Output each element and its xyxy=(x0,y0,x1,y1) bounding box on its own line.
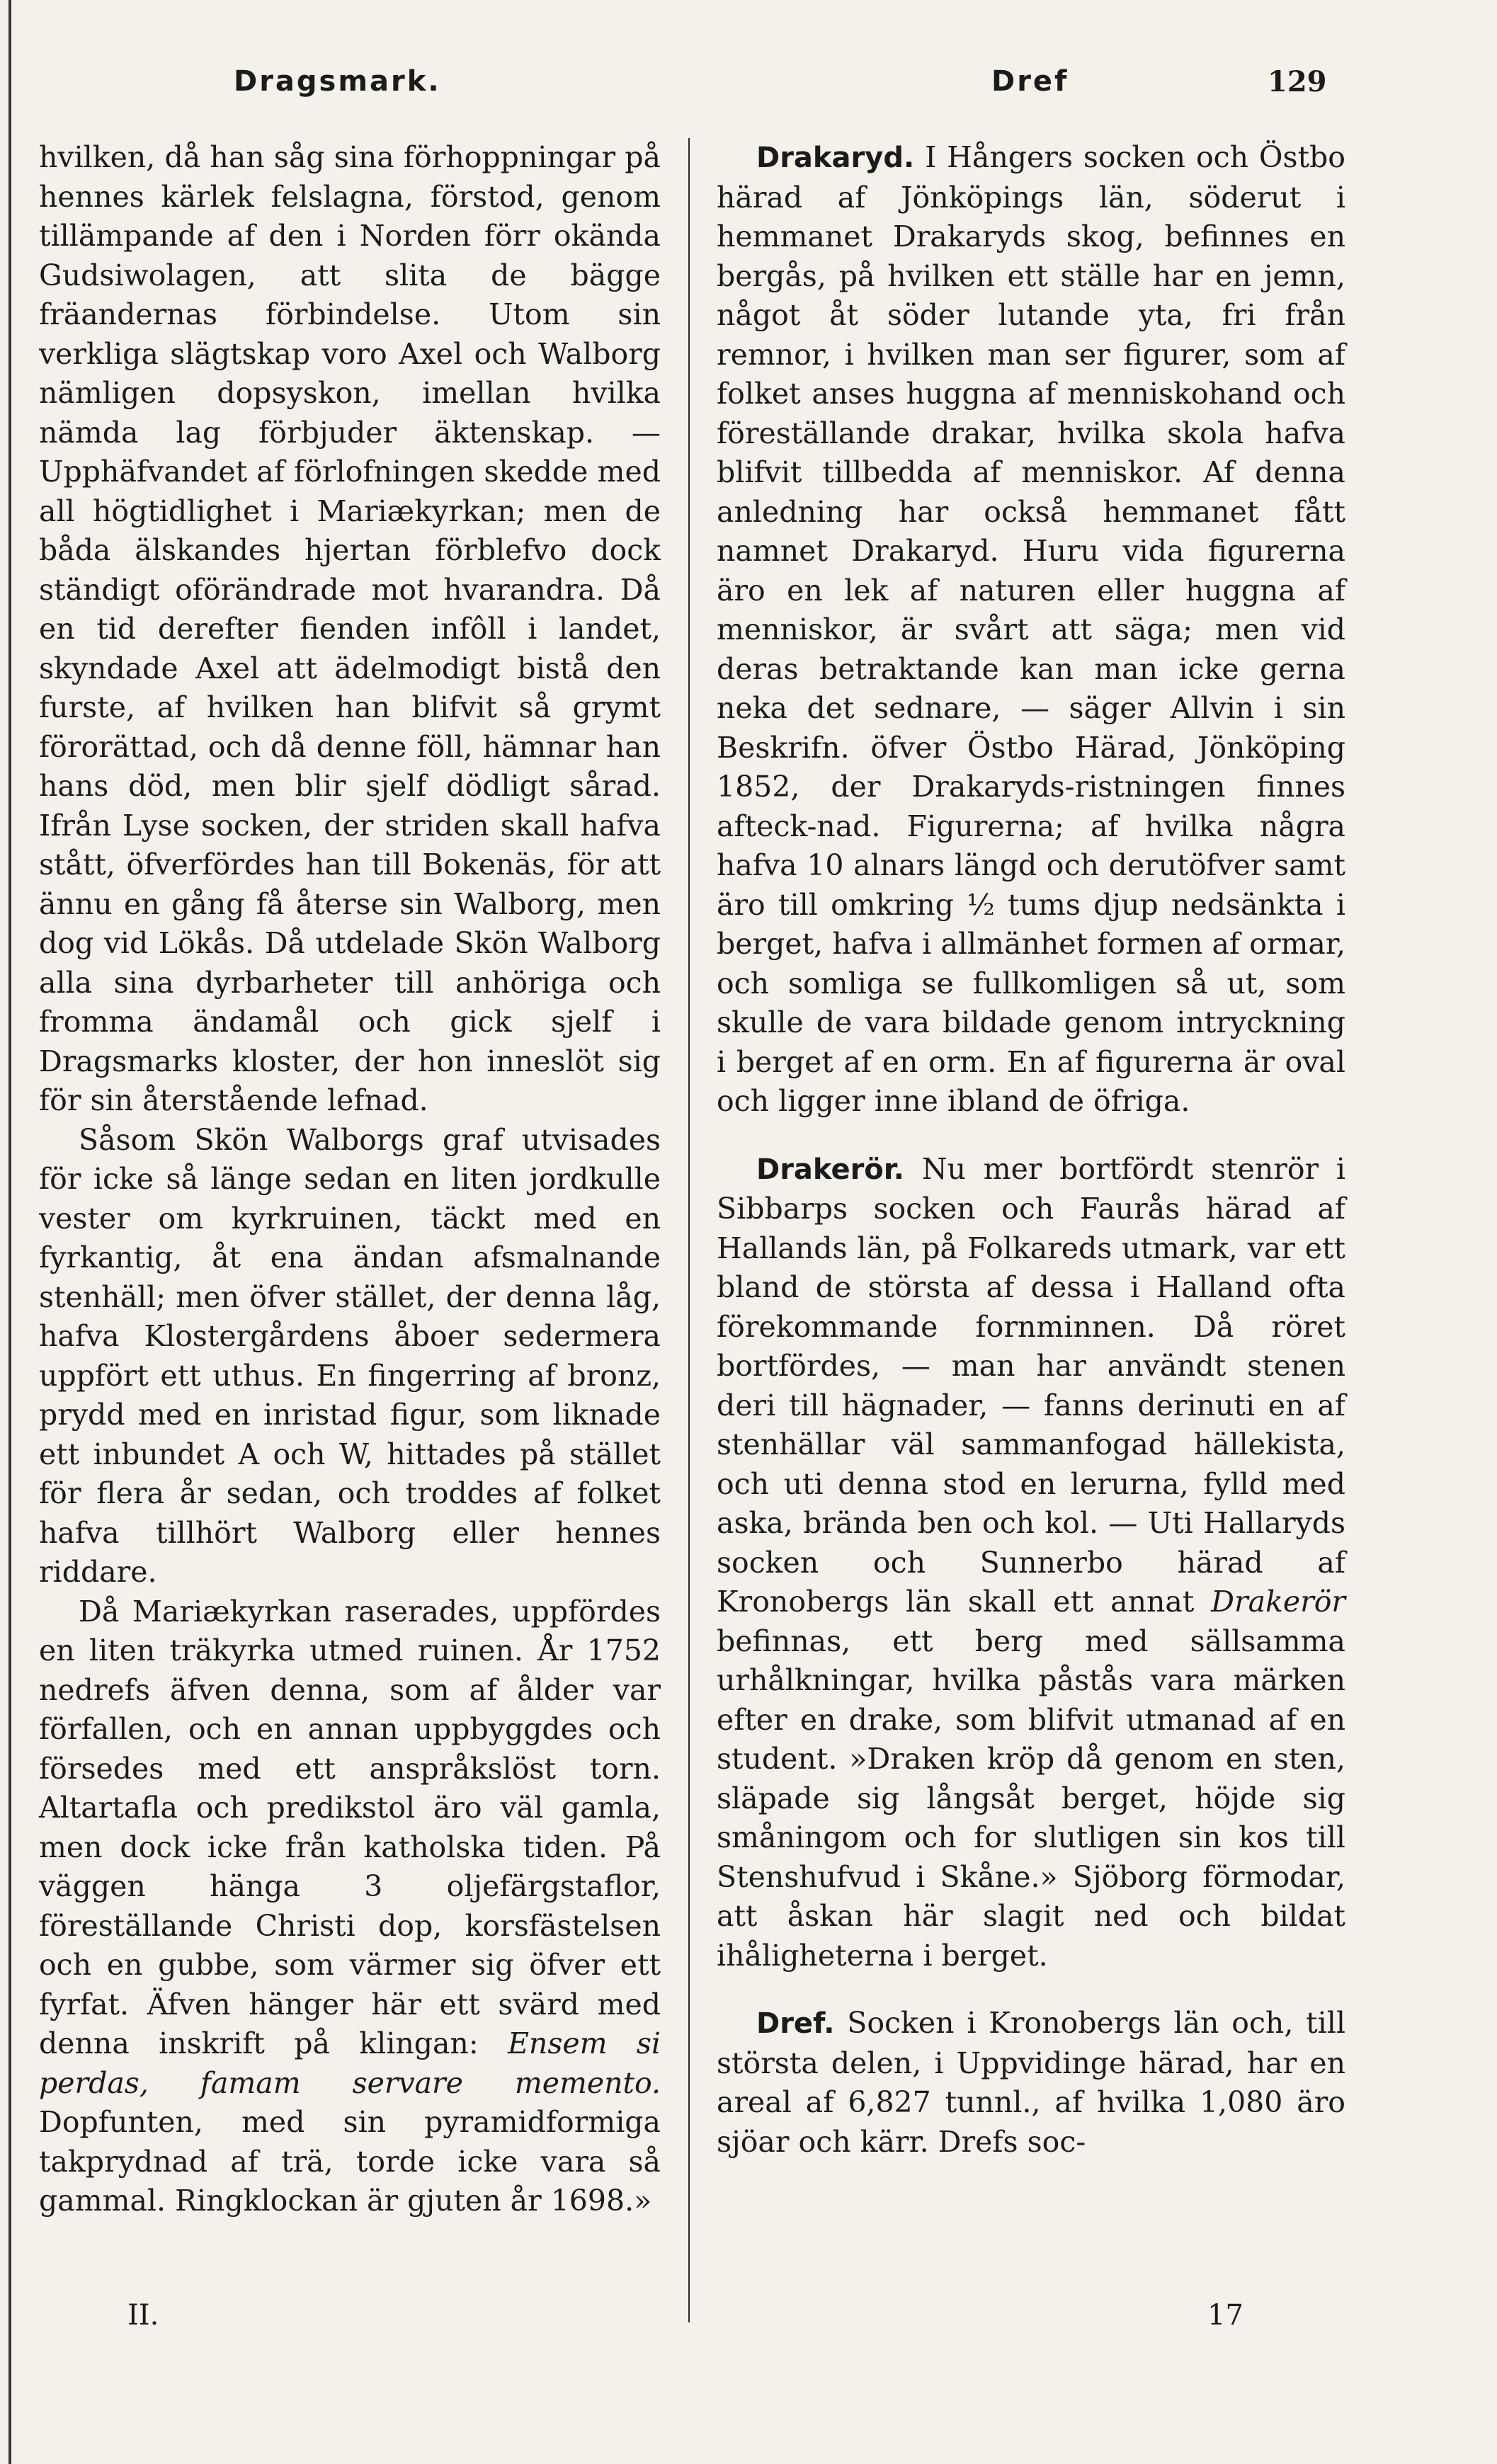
headword-dref: Dref. xyxy=(756,2007,835,2040)
entry-drakeror-text-b: befinnas, ett berg med sällsamma urhålkningar, hvilka påstås vara märken efter en drake, som blifvit utmanad af en student. »Draken kröp då genom en sten, släpade sig långsåt berget, höjde sig småningom och for slutligen sin kos till Stenshufvud i Skåne.» Sjöborg förmodar, att åskan här slagit ned och bildat ihåligheterna i berget. xyxy=(717,1624,1345,1973)
entry-dref-text: Socken i Kronobergs län och, till största delen, i Uppvidinge härad, har en areal af 6,827 tunnl., af hvilka 1,080 äro sjöar och kärr. Drefs soc- xyxy=(717,2006,1345,2159)
paragraph-3-text-a: Då Mariækyrkan raserades, uppfördes en liten träkyrka utmed ruinen. År 1752 nedrefs äfven denna, som af ålder var förfallen, och en annan uppbyggdes och försedes med ett anspråkslöst torn. Altartafla och predikstol äro väl gamla, men dock icke från katholska tiden. På väggen hänga 3 oljefärgstaflor, föreställande Christi dop, korsfästelsen och en gubbe, som värmer sig öfver ett fyrfat. Äfven hänger här ett svärd med denna inskrift på klingan: xyxy=(39,1594,661,2060)
signature-mark-right: 17 xyxy=(1207,2299,1243,2332)
headword-drakeror: Drakerör. xyxy=(756,1153,905,1186)
drakeror-italic: Drakerör xyxy=(1211,1585,1345,1619)
right-column xyxy=(717,138,1345,2162)
entry-drakaryd-text: I Hångers socken och Östbo härad af Jönköpings län, söderut i hemmanet Drakaryds skog, befinnes en bergås, på hvilken ett ställe har en jemn, något åt söder lutande yta, fri från remnor, i hvilken man ser figurer, som af folket anses huggna af menniskohand och föreställande drakar, hvilka skola hafva blifvit tillbedda af menniskor. Af denna anledning har också hemmanet fått namnet Drakaryd. Huru vida figurerna äro en lek af naturen eller huggna af menniskor, är svårt att säga; men vid deras betraktande kan man icke gerna neka det sednare, — säger Allvin i sin Beskrifn. öfver Östbo Härad, Jönköping 1852, der Drakaryds-ristningen finnes afteck-nad. Figurerna; af hvilka några hafva 10 alnars längd och derutöfver samt äro till omkring ½ tums djup nedsänkta i berget, hafva i allmänhet formen af ormar, och somliga se fullkomligen så ut, som skulle de vara bildade genom intryckning i berget af en orm. En af figurerna är oval och ligger inne ibland de öfriga. xyxy=(717,140,1345,1118)
paragraph-3-text-b: Dopfunten, med sin pyramidformiga takprydnad af trä, torde icke vara så gammal. Ringklockan är gjuten år 1698.» xyxy=(39,2105,661,2218)
running-head-right: Dref xyxy=(991,65,1069,98)
page-number: 129 xyxy=(1268,65,1327,98)
headword-drakaryd: Drakaryd. xyxy=(756,142,915,174)
entry-drakeror-text-a: Nu mer bortfördt stenrör i Sibbarps socken och Faurås härad af Hallands län, på Folkareds utmark, var ett bland de största af dessa i Halland ofta förekommande fornminnen. Då röret bortfördes, — man har användt stenen deri till hägnader, — fanns derinuti en af stenhällar väl sammanfogad hällekista, och uti denna stod en lerurna, fylld med aska, brända ben och kol. — Uti Hallaryds socken och Sunnerbo härad af Kronobergs län skall ett annat xyxy=(717,1151,1345,1619)
page-edge-rule xyxy=(8,0,11,2464)
entry-dref xyxy=(717,2004,1345,2162)
entry-drakaryd xyxy=(717,138,1345,1122)
paragraph-3 xyxy=(39,1592,661,2221)
running-head-left: Dragsmark. xyxy=(234,65,441,98)
left-column xyxy=(39,138,661,2221)
signature-mark-left: II. xyxy=(127,2299,159,2332)
column-divider xyxy=(688,138,690,2322)
paragraph-2: Såsom Skön Walborgs graf utvisades för icke så länge sedan en liten jordkulle vester om kyrkruinen, täckt med en fyrkantig, åt ena ändan afsmalnande stenhäll; men öfver stället, der denna låg, hafva Klostergårdens åboer sedermera uppfört ett uthus. En fingerring af bronz, prydd med en inristad figur, som liknade ett inbundet A och W, hittades på stället för flera år sedan, och troddes af folket hafva tillhört Walborg eller hennes riddare. xyxy=(39,1122,661,1589)
paragraph-1: hvilken, då han såg sina förhoppningar på hennes kärlek felslagna, förstod, genom tillämpande af den i Norden förr okända Gudsiwolagen, att slita de bägge fräandernas förbindelse. Utom sin verkliga slägtskap voro Axel och Walborg nämligen dopsyskon, imellan hvilka nämda lag förbjuder äktenskap. — Upphäfvandet af förlofningen skedde med all högtidlighet i Mariækyrkan; men de båda älskandes hjertan förblefvo dock ständigt oförändrade mot hvarandra. Då en tid derefter fienden infôll i landet, skyndade Axel att ädelmodigt bistå den furste, af hvilken han blifvit så grymt förorättad, och då denne föll, hämnar han hans död, men blir sjelf dödligt sårad. Ifrån Lyse socken, der striden skall hafva stått, öfverfördes han till Bokenäs, för att ännu en gång få återse sin Walborg, men dog vid Lökås. Då utdelade Skön Walborg alla sina dyrbarheter till anhöriga och fromma ändamål och gick sjelf i Dragsmarks kloster, der hon inneslöt sig för sin återstående lefnad. xyxy=(39,140,661,1117)
entry-drakeror xyxy=(717,1150,1345,1976)
sword-inscription: Ensem si perdas, famam servare memento. xyxy=(39,2026,661,2100)
running-header xyxy=(0,65,1497,108)
